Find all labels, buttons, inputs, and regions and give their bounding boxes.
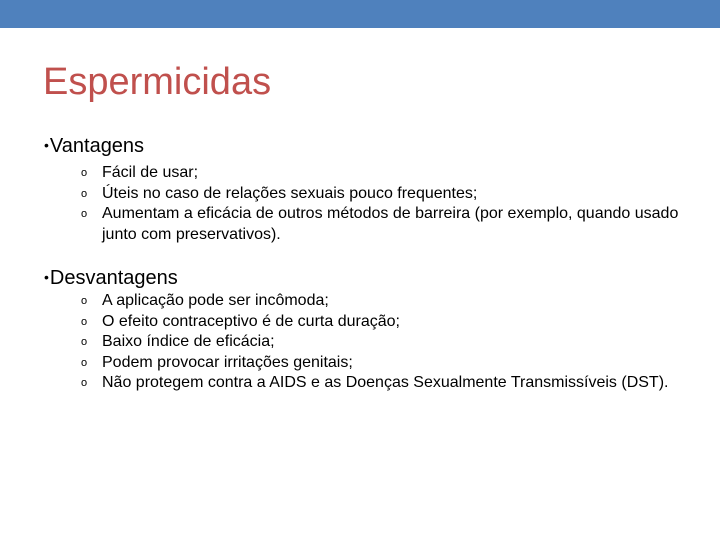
circle-bullet-icon: o <box>81 336 88 348</box>
desvantagens-list <box>81 291 681 394</box>
bullet-icon: • <box>44 137 49 153</box>
list-item-text: Não protegem contra a AIDS e as Doenças Sexualmente Transmissíveis (DST). <box>102 374 669 391</box>
circle-bullet-icon: o <box>81 377 88 389</box>
circle-bullet-icon: o <box>81 187 88 200</box>
list-item <box>81 291 681 312</box>
circle-bullet-icon: o <box>81 356 88 369</box>
section-heading-vantagens <box>44 133 144 158</box>
list-item-text: A aplicação pode ser incômoda; <box>102 292 329 309</box>
list-item-text: Podem provocar irritações genitais; <box>102 353 353 371</box>
list-item <box>81 163 681 184</box>
circle-bullet-icon: o <box>81 295 88 307</box>
list-item-text: Fácil de usar; <box>102 164 199 181</box>
section-heading-label: Desvantagens <box>49 267 178 289</box>
list-item-text: Baixo índice de eficácia; <box>102 333 275 350</box>
circle-bullet-icon: o <box>81 315 88 328</box>
bullet-icon: • <box>44 269 49 285</box>
list-item <box>81 353 681 374</box>
list-item-text: Aumentam a eficácia de outros métodos de barreira (por exemplo, quando usado junto com preservativos). <box>102 205 679 243</box>
vantagens-list <box>81 163 681 245</box>
list-item <box>81 332 681 353</box>
list-item-text: O efeito contraceptivo é de curta duração; <box>102 312 400 330</box>
top-accent-bar <box>0 0 720 28</box>
list-item <box>81 312 681 333</box>
list-item <box>81 204 681 245</box>
circle-bullet-icon: o <box>81 208 88 220</box>
list-item-text: Úteis no caso de relações sexuais pouco frequentes; <box>102 184 478 202</box>
section-heading-desvantagens <box>44 265 178 290</box>
section-heading-label: Vantagens <box>49 135 145 157</box>
list-item <box>81 373 681 394</box>
slide-title: Espermicidas <box>43 61 272 103</box>
circle-bullet-icon: o <box>81 167 88 179</box>
list-item <box>81 184 681 205</box>
